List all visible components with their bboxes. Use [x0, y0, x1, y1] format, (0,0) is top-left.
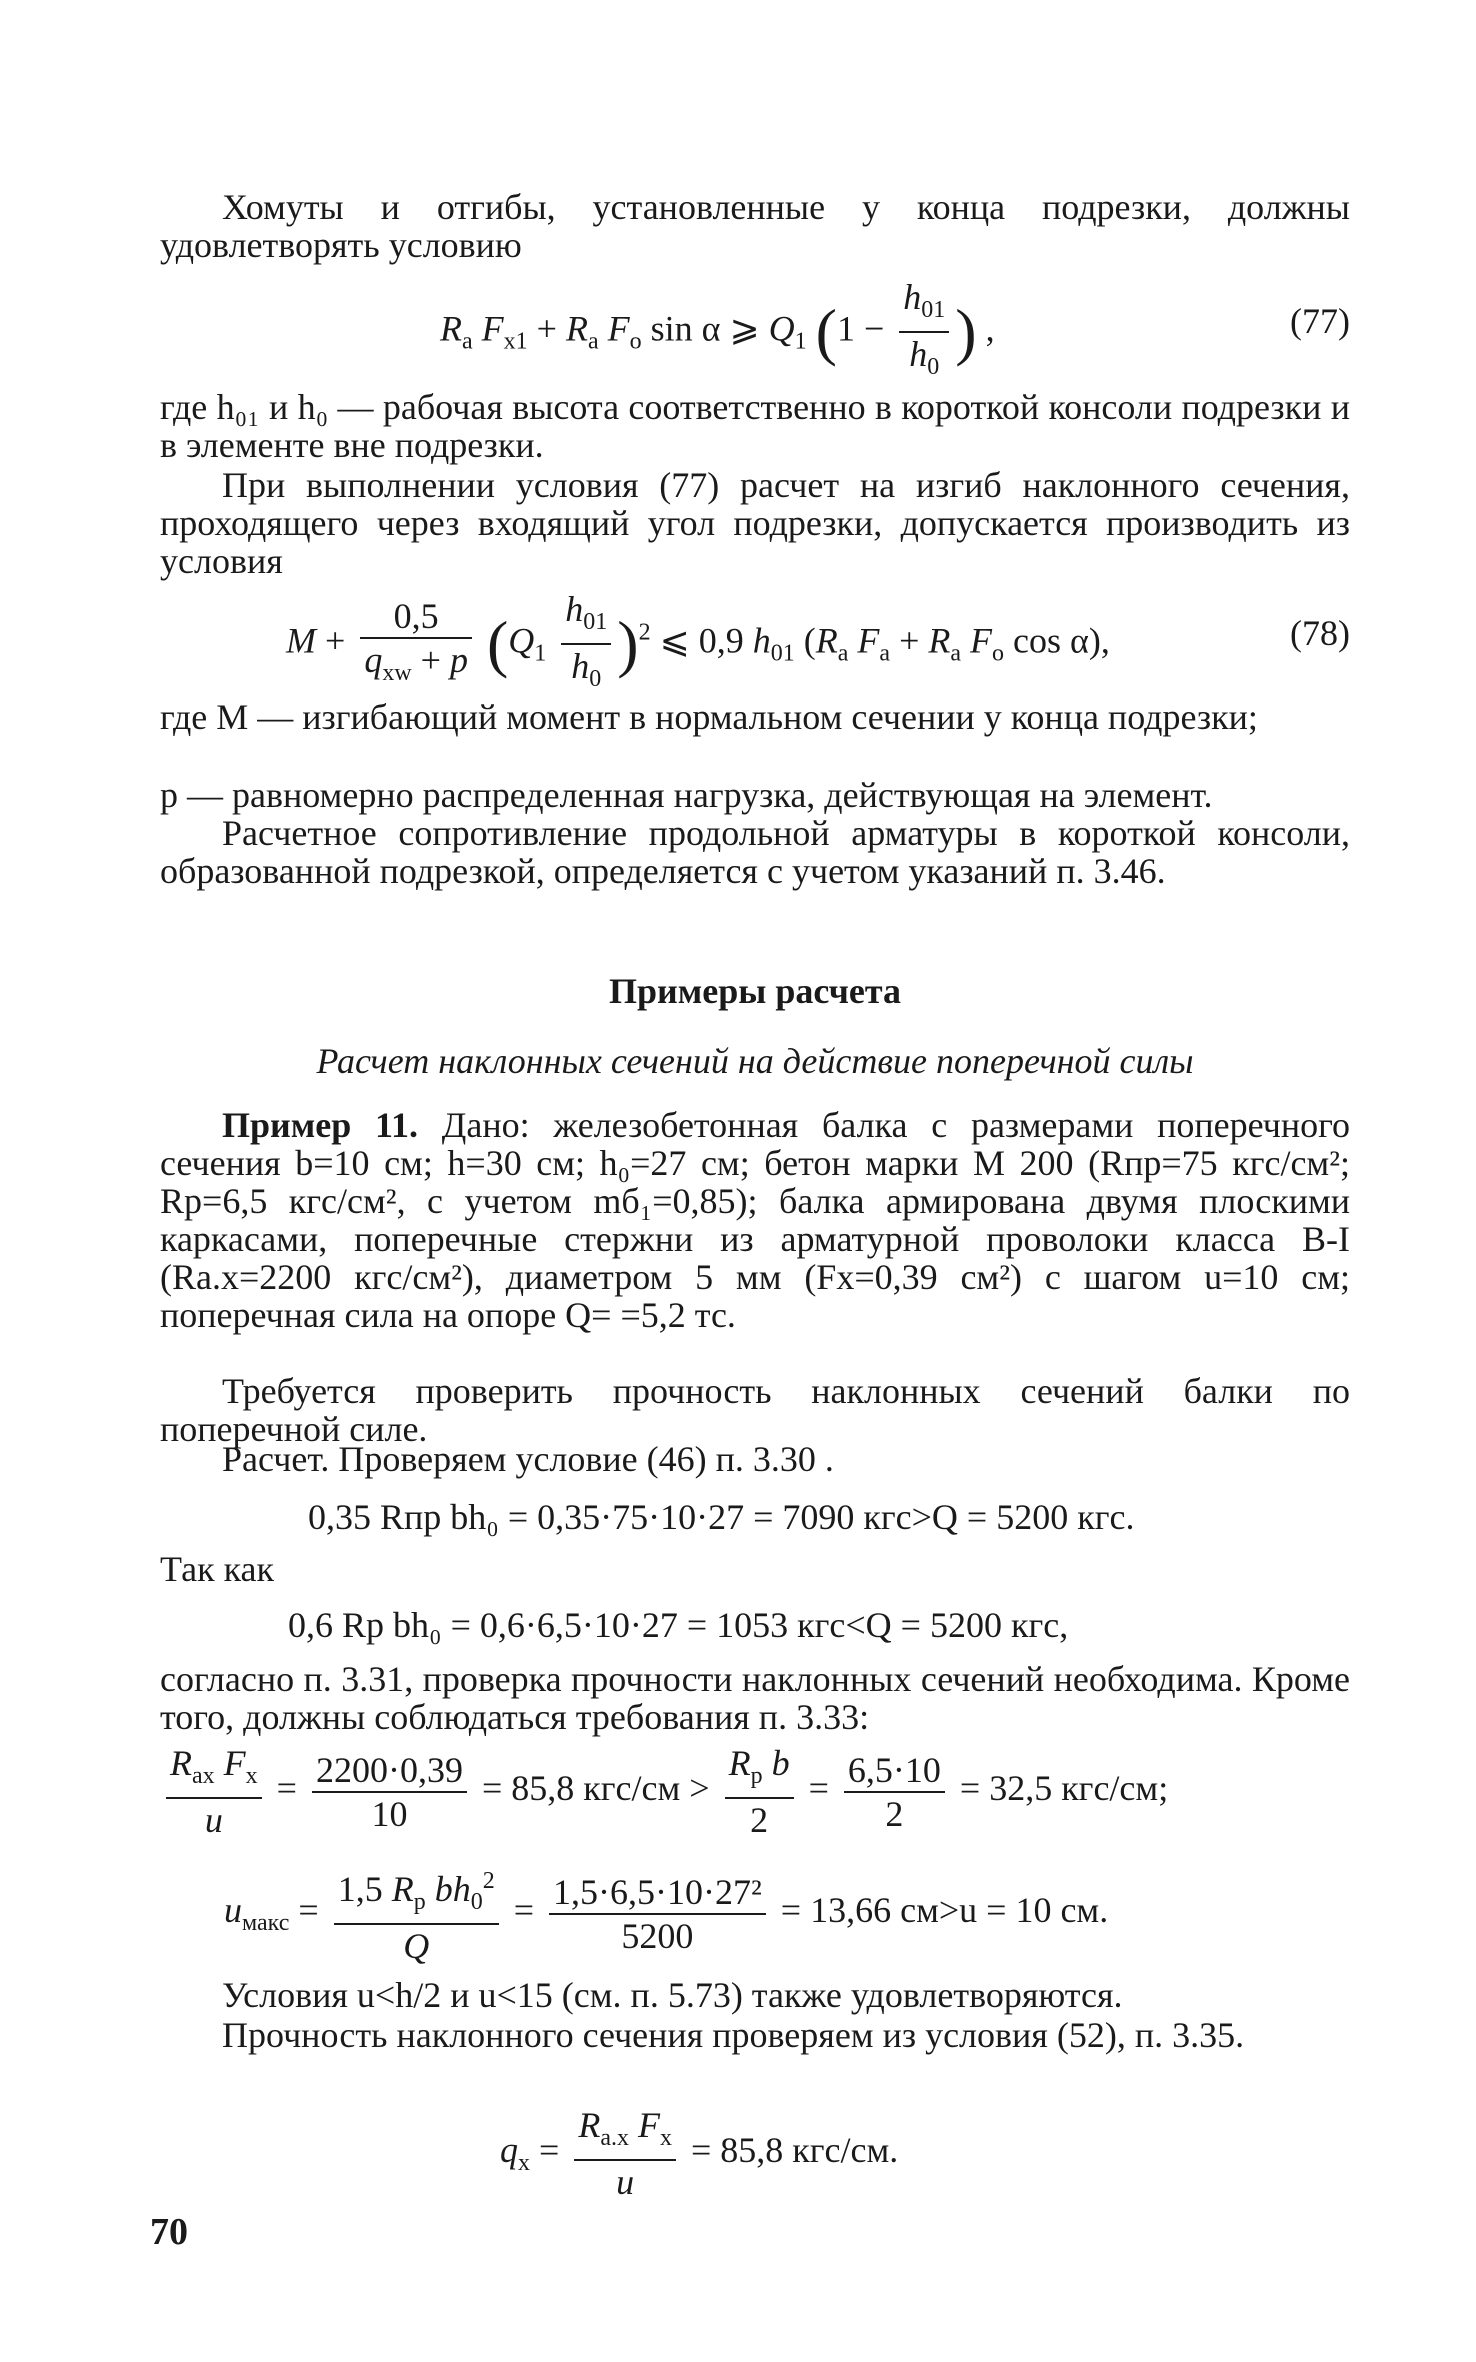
paragraph-where-m: где M — изгибающий момент в нормальном сечении у конца подрезки;: [160, 697, 1258, 737]
formula-check-46: 0,35 Rпр bh₀ = 0,35·75·10·27 = 7090 кгс>Q = 5200 кгс.: [308, 1497, 1135, 1537]
paragraph-stirrups: Хомуты и отгибы, установленные у конца подрезки, должны удовлетворять условию: [160, 187, 1350, 265]
page-number: 70: [150, 2211, 188, 2253]
formula-check-rp: 0,6 Rр bh₀ = 0,6·6,5·10·27 = 1053 кгс<Q = 5200 кгс,: [288, 1605, 1069, 1645]
example-label: Пример 11.: [222, 1105, 419, 1145]
paragraph-according: согласно п. 3.31, проверка прочности наклонных сечений необходима. Кроме того, должны соблюдаться требования п. 3.33:: [160, 1659, 1350, 1737]
stirrup-check-limit: = 32,5 кгс/см;: [959, 1767, 1169, 1808]
formula-u-max: $u_{макс}$ = $\frac{1,5 R_p bh_0^2}{Q}$ = $\frac{\text{1,5·6,5·10·27²}}{5200}$ = 13,66 см>u = 10 см.: [224, 1860, 1108, 1967]
section-subheading: Расчет наклонных сечений на действие поперечной силы: [316, 1041, 1194, 1081]
equation-number-78: (78): [1290, 613, 1350, 653]
formula-stirrup-check: $\frac{R_{ax} F_x}{u}$ = $\frac{2200\cdot 0,39}{10}$ = 85,8 кгс/см > $\frac{R_p b}{2}$ = $\frac{6,5\cdot 10}{2}$ = 32,5 кгс/см;: [160, 1742, 1168, 1841]
paragraph-where-h01: где h₀₁ и h₀ — рабочая высота соответственно в короткой консоли подрезки и в элементе вне подрезки.: [160, 387, 1350, 465]
example-text: Дано: железобетонная балка с размерами поперечного сечения b=10 см; h=30 см; h₀=27 см; бетон марки М 200 (Rпр=75 кгс/см²; Rр=6,5 кгс/см², с учетом mб₁=0,85); балка армирована двумя плоскими каркасами, поперечные стержни из арматурной проволоки класса В-I (Rа.х=2200 кгс/см²), диаметром 5 мм (Fх=0,39 см²) с шагом u=10 см; поперечная сила на опоре Q= =5,2 тс.: [160, 1105, 1350, 1335]
formula-78: M + $\frac{0,5}{q_{xw} + p}$ ($Q_1$ $\frac{h_{01}}{h_0}$ )$^2$ ⩽ 0,9 $h_{01}$ ($R_a$ $F_a + R_a$ $F_o$ cos α),: [286, 589, 1110, 693]
formula-77: $R_a$ $F_{x1} + R_a$ $F_o$ sin α ⩾ $Q_1$ (1 − $\frac{h_{01}}{h_0}$ ) ,: [440, 277, 995, 381]
paragraph-example-11: [160, 1106, 1350, 1334]
paragraph-resistance: Расчетное сопротивление продольной арматуры в короткой консоли, образованной подрезкой, определяется с учетом указаний п. 3.46.: [160, 813, 1350, 891]
section-heading: Примеры расчета: [608, 971, 902, 1011]
formula-qx: $q_x$ = $\frac{R_{a.x} F_x}{u}$ = 85,8 кгс/см.: [500, 2105, 899, 2203]
paragraph-strength: Прочность наклонного сечения проверяем из условия (52), п. 3.35.: [222, 2015, 1245, 2055]
paragraph-condition-77: При выполнении условия (77) расчет на изгиб наклонного сечения, проходящего через входящий угол подрезки, допускается производить из условия: [160, 465, 1350, 581]
paragraph-since: Так как: [160, 1549, 274, 1589]
stirrup-check-result: = 85,8 кгс/см >: [481, 1767, 710, 1808]
paragraph-conditions: Условия u<h/2 и u<15 (см. п. 5.73) также удовлетворяются.: [222, 1975, 1123, 2015]
qx-result: = 85,8 кгс/см.: [690, 2129, 899, 2170]
equation-number-77: (77): [1290, 301, 1350, 341]
paragraph-required: Требуется проверить прочность наклонных сечений балки по поперечной силе.: [160, 1371, 1350, 1449]
u-max-result: = 13,66 см>u = 10 см.: [780, 1889, 1109, 1930]
paragraph-where-p: p — равномерно распределенная нагрузка, действующая на элемент.: [160, 775, 1213, 815]
paragraph-calc: Расчет. Проверяем условие (46) п. 3.30 .: [222, 1439, 834, 1479]
